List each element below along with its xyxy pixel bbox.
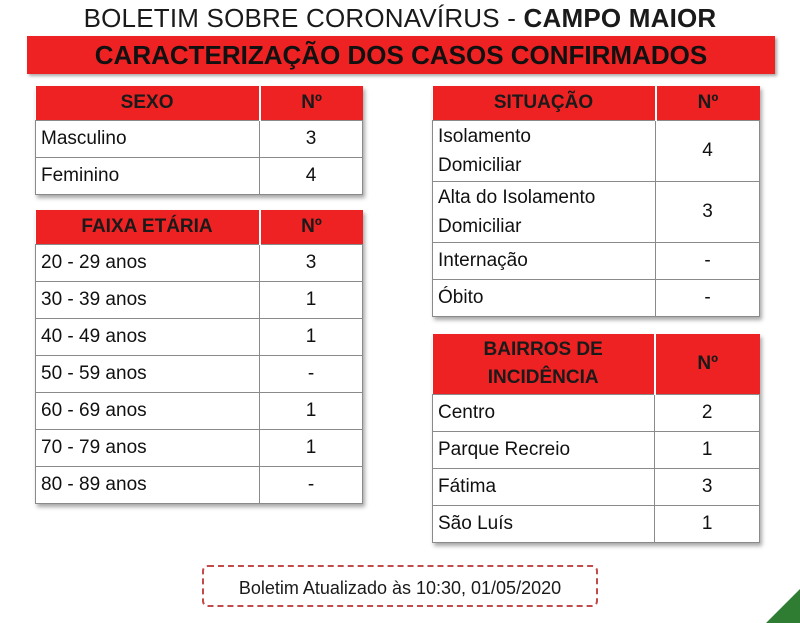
title-city: CAMPO MAIOR — [523, 3, 717, 33]
row-value: 3 — [656, 182, 760, 243]
table-row — [36, 245, 363, 282]
bairros-col-label — [433, 334, 655, 395]
page-title — [0, 3, 800, 33]
table-header-row — [36, 86, 363, 121]
row-value: 1 — [655, 506, 760, 543]
row-label-line1: Alta do Isolamento — [438, 187, 596, 208]
row-label: 60 - 69 anos — [36, 393, 260, 430]
row-label: 30 - 39 anos — [36, 282, 260, 319]
row-label: São Luís — [433, 506, 655, 543]
row-value: - — [656, 280, 760, 317]
faixa-col-num: Nº — [260, 210, 363, 245]
title-prefix: BOLETIM SOBRE CORONAVÍRUS - — [83, 3, 524, 33]
table-row — [433, 243, 760, 280]
bairros-table — [432, 334, 760, 543]
update-timestamp: Boletim Atualizado às 10:30, 01/05/2020 — [202, 565, 598, 607]
row-label-line1: Isolamento — [438, 126, 531, 147]
table-row — [433, 121, 760, 182]
row-label — [433, 121, 656, 182]
row-value: 2 — [655, 395, 760, 432]
row-label: 50 - 59 anos — [36, 356, 260, 393]
row-label: Óbito — [433, 280, 656, 317]
row-label: 70 - 79 anos — [36, 430, 260, 467]
row-label: Masculino — [36, 121, 260, 158]
situacao-col-num: Nº — [656, 86, 760, 121]
table-header-row — [433, 334, 760, 395]
row-value: - — [656, 243, 760, 280]
row-value: 3 — [260, 121, 363, 158]
faixa-etaria-table — [35, 210, 363, 504]
row-value: 4 — [260, 158, 363, 195]
table-row — [433, 432, 760, 469]
sexo-col-num: Nº — [260, 86, 363, 121]
table-row — [36, 282, 363, 319]
row-label: Fátima — [433, 469, 655, 506]
row-value: - — [260, 356, 363, 393]
row-label-line2: Domiciliar — [438, 155, 522, 176]
row-value: 1 — [260, 393, 363, 430]
table-row — [433, 469, 760, 506]
row-label: 40 - 49 anos — [36, 319, 260, 356]
row-value: 1 — [260, 282, 363, 319]
row-value: 3 — [260, 245, 363, 282]
table-row — [433, 506, 760, 543]
table-row — [36, 467, 363, 504]
table-row — [36, 393, 363, 430]
table-row — [36, 430, 363, 467]
row-label: Internação — [433, 243, 656, 280]
table-row — [36, 356, 363, 393]
corner-decoration — [766, 589, 800, 623]
row-label: 80 - 89 anos — [36, 467, 260, 504]
row-label: Parque Recreio — [433, 432, 655, 469]
table-row — [36, 319, 363, 356]
sexo-col-label: SEXO — [36, 86, 260, 121]
bairros-col-label-line2: INCIDÊNCIA — [487, 367, 599, 388]
situacao-table — [432, 86, 760, 317]
table-header-row — [36, 210, 363, 245]
table-row — [433, 395, 760, 432]
row-label: Feminino — [36, 158, 260, 195]
bairros-col-label-line1: BAIRROS DE — [483, 339, 603, 360]
row-label: Centro — [433, 395, 655, 432]
row-value: 4 — [656, 121, 760, 182]
row-value: 3 — [655, 469, 760, 506]
row-value: 1 — [655, 432, 760, 469]
row-value: - — [260, 467, 363, 504]
section-banner: CARACTERIZAÇÃO DOS CASOS CONFIRMADOS — [27, 36, 775, 74]
table-row — [433, 182, 760, 243]
table-row — [36, 158, 363, 195]
row-label-line2: Domiciliar — [438, 216, 522, 237]
row-label — [433, 182, 656, 243]
bairros-col-num: Nº — [655, 334, 760, 395]
situacao-col-label: SITUAÇÃO — [433, 86, 656, 121]
faixa-col-label: FAIXA ETÁRIA — [36, 210, 260, 245]
row-value: 1 — [260, 430, 363, 467]
sexo-table — [35, 86, 363, 195]
row-label: 20 - 29 anos — [36, 245, 260, 282]
table-header-row — [433, 86, 760, 121]
table-row — [36, 121, 363, 158]
table-row — [433, 280, 760, 317]
row-value: 1 — [260, 319, 363, 356]
